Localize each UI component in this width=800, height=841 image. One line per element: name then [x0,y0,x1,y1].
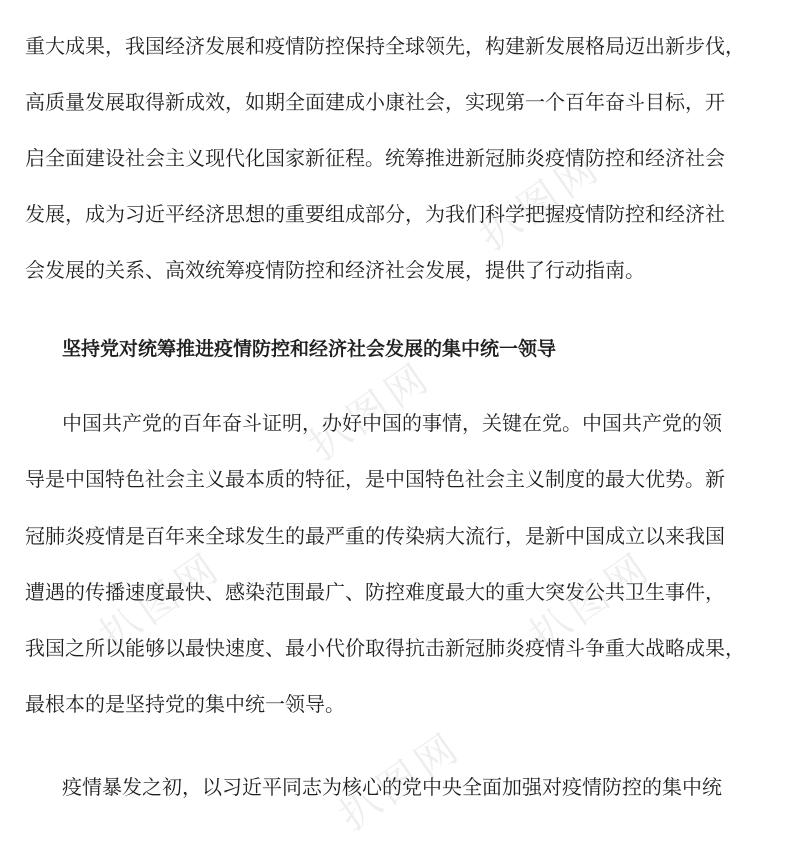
watermark: 扒图网 [91,542,231,660]
paragraph-line: 最根本的是坚持党的集中统一领导。 [25,692,345,716]
paragraph-line: 高质量发展取得新成效，如期全面建成小康社会，实现第一个百年奋斗目标，开 [25,90,725,114]
section-heading: 坚持党对统筹推进疫情防控和经济社会发展的集中统一领导 [62,338,557,360]
watermark: 扒图网 [301,352,441,470]
paragraph-line: 发展，成为习近平经济思想的重要组成部分，为我们科学把握疫情防控和经济社 [25,202,725,226]
paragraph-line: 疫情暴发之初，以习近平同志为核心的党中央全面加强对疫情防控的集中统 [62,775,722,799]
watermark: 扒图网 [521,542,661,660]
paragraph-line: 我国之所以能够以最快速度、最小代价取得抗击新冠肺炎疫情斗争重大战略成果， [25,636,745,660]
paragraph-line: 中国共产党的百年奋斗证明，办好中国的事情，关键在党。中国共产党的领 [62,411,722,435]
watermark: 扒图网 [471,142,611,260]
paragraph-line: 导是中国特色社会主义最本质的特征，是中国特色社会主义制度的最大优势。新 [25,467,725,491]
paragraph-line: 冠肺炎疫情是百年来全球发生的最严重的传染病大流行，是新中国成立以来我国 [25,524,725,548]
watermark: 扒图网 [331,722,471,840]
paragraph-line: 启全面建设社会主义现代化国家新征程。统筹推进新冠肺炎疫情防控和经济社会 [25,146,725,170]
paragraph-line: 会发展的关系、高效统筹疫情防控和经济社会发展，提供了行动指南。 [25,258,645,282]
paragraph-line: 遭遇的传播速度最快、感染范围最广、防控难度最大的重大突发公共卫生事件， [25,580,725,604]
paragraph-line: 重大成果，我国经济发展和疫情防控保持全球领先，构建新发展格局迈出新步伐， [25,34,745,58]
